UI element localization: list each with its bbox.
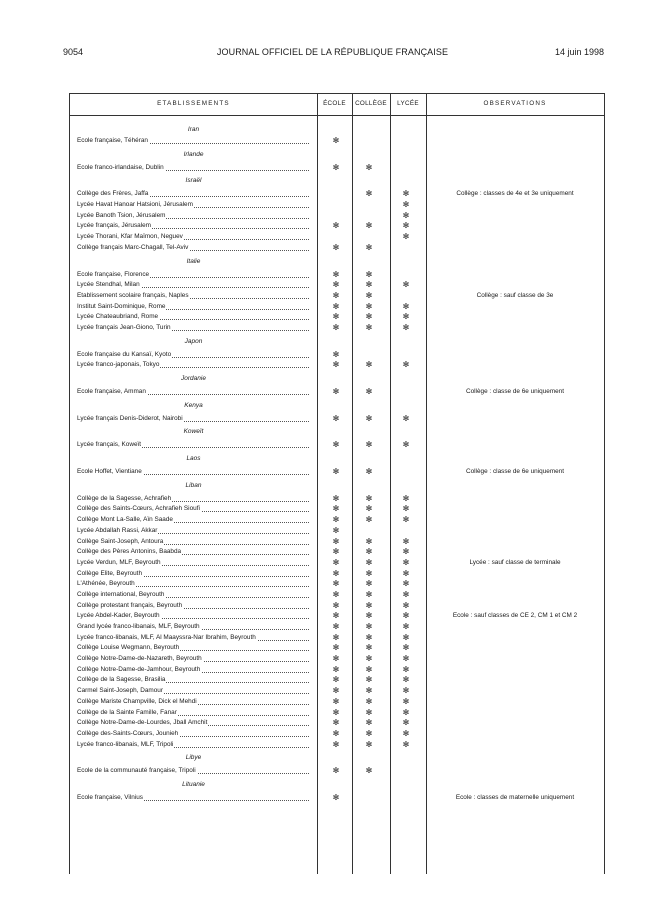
- ecole-mark: ✻: [332, 280, 340, 290]
- college-mark: ✻: [365, 312, 373, 322]
- country-heading: Italie: [186, 257, 201, 265]
- lycee-mark: ✻: [402, 189, 410, 199]
- table-row: [70, 280, 604, 291]
- ecole-mark: ✻: [332, 696, 340, 706]
- college-mark: ✻: [365, 589, 373, 599]
- school-name-cell: [77, 665, 309, 676]
- school-name: Collège Mont La-Salle, Aïn Saade: [77, 516, 173, 524]
- ecole-mark: ✻: [332, 557, 340, 567]
- school-name-cell: [77, 136, 309, 147]
- col-college: COLLÈGE: [355, 100, 387, 107]
- country-heading: Irlande: [183, 150, 204, 158]
- lycee-mark: ✻: [402, 557, 410, 567]
- table-row: [70, 291, 604, 302]
- school-name-cell: [77, 686, 309, 697]
- ecole-mark: ✻: [332, 467, 340, 477]
- school-name-cell: [77, 766, 309, 777]
- page-header: [0, 46, 665, 60]
- school-name: Collège Mariste Champville, Dick el Mehdi: [77, 697, 197, 705]
- school-name-cell: [77, 504, 309, 515]
- table-row: [70, 467, 604, 478]
- school-name: Etablissement scolaire français, Naples: [77, 291, 189, 299]
- college-mark: ✻: [365, 686, 373, 696]
- lycee-mark: ✻: [402, 675, 410, 685]
- college-mark: ✻: [365, 654, 373, 664]
- college-mark: ✻: [365, 493, 373, 503]
- school-name: Collège Louise Wegmann, Beyrouth: [77, 644, 180, 652]
- ecole-mark: ✻: [332, 675, 340, 685]
- table-row: [70, 221, 604, 232]
- table-row: [70, 350, 604, 361]
- school-name: Ecole franco-irlandaise, Dublin: [77, 163, 164, 171]
- college-mark: ✻: [365, 611, 373, 621]
- school-name-cell: [77, 270, 309, 281]
- college-mark: ✻: [365, 162, 373, 172]
- college-mark: ✻: [365, 322, 373, 332]
- school-name-cell: [77, 440, 309, 451]
- school-name: Collège Elite, Beyrouth: [77, 569, 143, 577]
- lycee-mark: ✻: [402, 611, 410, 621]
- school-name-cell: [77, 611, 309, 622]
- lycee-mark: ✻: [402, 696, 410, 706]
- school-name-cell: [77, 494, 309, 505]
- table-row: [70, 793, 604, 804]
- school-name-cell: [77, 221, 309, 232]
- table-row: [70, 718, 604, 729]
- school-name: Lycée Abdel-Kader, Beyrouth: [77, 612, 160, 620]
- college-mark: ✻: [365, 301, 373, 311]
- lycee-mark: ✻: [402, 360, 410, 370]
- school-name: Lycée Stendhal, Milan: [77, 281, 140, 289]
- ecole-mark: ✻: [332, 600, 340, 610]
- table-row: [70, 766, 604, 777]
- college-mark: ✻: [365, 632, 373, 642]
- ecole-mark: ✻: [332, 242, 340, 252]
- table-row: [70, 440, 604, 451]
- school-name: Collège Notre-Dame-de-Lourdes, Jball Amchit: [77, 719, 208, 727]
- table-row: [70, 611, 604, 622]
- school-name-cell: [77, 633, 309, 644]
- lycee-mark: ✻: [402, 664, 410, 674]
- lycee-mark: ✻: [402, 707, 410, 717]
- school-name-cell: [77, 243, 309, 254]
- college-mark: ✻: [365, 579, 373, 589]
- school-name: Lycée franco-libanais, MLF, Al Maayssra-Nar Ibrahim, Beyrouth: [77, 633, 256, 641]
- college-mark: ✻: [365, 440, 373, 450]
- school-name: Collège protestant français, Beyrouth: [77, 601, 183, 609]
- ecole-mark: ✻: [332, 579, 340, 589]
- school-name-cell: [77, 414, 309, 425]
- lycee-mark: ✻: [402, 547, 410, 557]
- school-name: Collège Saint-Joseph, Antoura: [77, 537, 164, 545]
- ecole-mark: ✻: [332, 136, 340, 145]
- ecole-mark: ✻: [332, 440, 340, 450]
- lycee-mark: ✻: [402, 440, 410, 450]
- ecole-mark: ✻: [332, 221, 340, 231]
- school-name: Ecole française, Vilnius: [77, 793, 143, 801]
- college-mark: ✻: [365, 739, 373, 749]
- table-row: [70, 360, 604, 371]
- school-name: Lycée français, Koweït: [77, 441, 142, 449]
- college-mark: ✻: [365, 269, 373, 279]
- school-name: Collège des Saints-Cœurs, Achrafieh Sioufi: [77, 505, 200, 513]
- school-name: Lycée Chateaubriand, Rome: [77, 313, 159, 321]
- table-row: [70, 387, 604, 398]
- lycee-mark: ✻: [402, 200, 410, 210]
- lycee-mark: ✻: [402, 221, 410, 231]
- lycee-mark: ✻: [402, 643, 410, 653]
- college-mark: ✻: [365, 675, 373, 685]
- table-body: [70, 124, 604, 804]
- observation: Collège : classes de 4e et 3e uniquement: [456, 190, 574, 198]
- table-row: [70, 697, 604, 708]
- ecole-mark: ✻: [332, 515, 340, 525]
- school-name-cell: [77, 579, 309, 590]
- school-name-cell: [77, 537, 309, 548]
- school-name: Collège des Pères Antonins, Baabda: [77, 548, 182, 556]
- col-lycee: LYCÉE: [397, 100, 419, 107]
- school-name-cell: [77, 740, 309, 751]
- school-name: Ecole française, Amman: [77, 388, 146, 395]
- observation: Collège : sauf classe de 3e: [476, 291, 554, 299]
- school-name: Ecole de la communauté française, Tripoli: [77, 767, 196, 775]
- college-mark: ✻: [365, 280, 373, 290]
- table-row: [70, 312, 604, 323]
- school-name-cell: [77, 569, 309, 580]
- school-name-cell: [77, 387, 309, 398]
- table-row: [70, 569, 604, 580]
- school-name-cell: [77, 526, 309, 537]
- ecole-mark: ✻: [332, 536, 340, 546]
- ecole-mark: ✻: [332, 632, 340, 642]
- table-row: [70, 243, 604, 254]
- school-name-cell: [77, 323, 309, 334]
- lycee-mark: ✻: [402, 301, 410, 311]
- table-header: [70, 94, 604, 116]
- lycee-mark: ✻: [402, 579, 410, 589]
- lycee-mark: ✻: [402, 686, 410, 696]
- lycee-mark: ✻: [402, 728, 410, 738]
- lycee-mark: ✻: [402, 504, 410, 514]
- college-mark: ✻: [365, 387, 373, 396]
- table-row: [70, 136, 604, 147]
- table-row: [70, 200, 604, 211]
- college-mark: ✻: [365, 643, 373, 653]
- ecole-mark: ✻: [332, 504, 340, 514]
- ecole-mark: ✻: [332, 413, 340, 423]
- lycee-mark: ✻: [402, 280, 410, 290]
- table-row: [70, 494, 604, 505]
- school-name: Lycée Banoth Tsion, Jérusalem: [77, 211, 166, 219]
- country-heading: Liban: [185, 481, 202, 489]
- college-mark: ✻: [365, 622, 373, 631]
- school-name: Collège Notre-Dame-de-Jamhour, Beyrouth: [77, 665, 201, 673]
- ecole-mark: ✻: [332, 792, 340, 802]
- lycee-mark: ✻: [402, 493, 410, 503]
- country-heading: Libye: [185, 754, 202, 762]
- school-name-cell: [77, 729, 309, 740]
- school-name-cell: [77, 590, 309, 601]
- table-row: [70, 414, 604, 425]
- lycee-mark: ✻: [402, 568, 410, 578]
- ecole-mark: ✻: [332, 387, 340, 396]
- lycee-mark: ✻: [402, 322, 410, 332]
- college-mark: ✻: [365, 467, 373, 477]
- school-name: Collège français Marc-Chagall, Tel-Aviv: [77, 243, 189, 251]
- college-mark: ✻: [365, 221, 373, 231]
- school-name: Collège de la Sagesse, Achrafieh: [77, 494, 172, 502]
- college-mark: ✻: [365, 515, 373, 525]
- college-mark: ✻: [365, 504, 373, 514]
- table-row: [70, 547, 604, 558]
- table-row: [70, 665, 604, 676]
- journal-title: JOURNAL OFFICIEL DE LA RÉPUBLIQUE FRANÇAISE: [216, 47, 449, 57]
- country-heading: Lituanie: [182, 780, 205, 788]
- table-row: [70, 302, 604, 313]
- table-row: [70, 515, 604, 526]
- college-mark: ✻: [365, 189, 373, 199]
- ecole-mark: ✻: [332, 322, 340, 332]
- country-heading: Laos: [186, 455, 201, 463]
- school-name: Ecole française, Téhéran: [77, 137, 148, 144]
- ecole-mark: ✻: [332, 686, 340, 696]
- observation: Lycée : sauf classe de terminale: [469, 558, 561, 566]
- school-name-cell: [77, 467, 309, 478]
- ecole-mark: ✻: [332, 301, 340, 311]
- school-name: Ecole française, Florence: [77, 270, 150, 278]
- school-name-cell: [77, 601, 309, 612]
- school-name: Lycée Verdun, MLF, Beyrouth: [77, 558, 161, 566]
- school-name: Lycée français Denis-Diderot, Nairobi: [77, 414, 183, 422]
- table-row: [70, 708, 604, 719]
- school-name-cell: [77, 200, 309, 211]
- table-row: [70, 189, 604, 200]
- college-mark: ✻: [365, 242, 373, 252]
- college-mark: ✻: [365, 664, 373, 674]
- table-row: [70, 211, 604, 222]
- school-name-cell: [77, 793, 309, 804]
- school-name-cell: [77, 515, 309, 526]
- table-row: [70, 675, 604, 686]
- school-name: Grand lycée franco-libanais, MLF, Beyrouth: [77, 623, 200, 630]
- school-name-cell: [77, 189, 309, 200]
- table-row: [70, 323, 604, 334]
- school-name-cell: [77, 312, 309, 323]
- school-name: Institut Saint-Dominique, Rome: [77, 302, 166, 310]
- ecole-mark: ✻: [332, 643, 340, 653]
- school-name-cell: [77, 302, 309, 313]
- country-heading: Israël: [185, 177, 202, 185]
- ecole-mark: ✻: [332, 493, 340, 503]
- table-row: [70, 504, 604, 515]
- school-name-cell: [77, 622, 309, 633]
- lycee-mark: ✻: [402, 232, 410, 242]
- school-name-cell: [77, 280, 309, 291]
- table-row: [70, 526, 604, 537]
- ecole-mark: ✻: [332, 707, 340, 717]
- college-mark: ✻: [365, 766, 373, 776]
- school-name: Ecole française du Kansaï, Kyoto: [77, 350, 172, 358]
- school-name: Lycée Havat Hanoar Hatsioni, Jérusalem: [77, 201, 193, 209]
- school-name-cell: [77, 697, 309, 708]
- table-row: [70, 654, 604, 665]
- ecole-mark: ✻: [332, 312, 340, 322]
- table-row: [70, 686, 604, 697]
- ecole-mark: ✻: [332, 568, 340, 578]
- lycee-mark: ✻: [402, 413, 410, 423]
- school-name: Lycée Abdallah Rassi, Akkar: [77, 526, 158, 534]
- school-name-cell: [77, 163, 309, 174]
- ecole-mark: ✻: [332, 728, 340, 738]
- school-name: Collège international, Beyrouth: [77, 590, 165, 598]
- college-mark: ✻: [365, 568, 373, 578]
- school-name-cell: [77, 718, 309, 729]
- table-row: [70, 729, 604, 740]
- lycee-mark: ✻: [402, 589, 410, 599]
- ecole-mark: ✻: [332, 611, 340, 621]
- observation: Ecole : sauf classes de CE 2, CM 1 et CM 2: [452, 612, 578, 620]
- lycee-mark: ✻: [402, 654, 410, 664]
- college-mark: ✻: [365, 718, 373, 728]
- school-name-cell: [77, 547, 309, 558]
- school-name-cell: [77, 558, 309, 569]
- table-row: [70, 558, 604, 569]
- college-mark: ✻: [365, 707, 373, 717]
- country-heading: Japon: [184, 337, 203, 345]
- observation: Collège : classe de 6e uniquement: [465, 388, 565, 395]
- ecole-mark: ✻: [332, 589, 340, 599]
- college-mark: ✻: [365, 290, 373, 300]
- school-name: Lycée franco-libanais, MLF, Tripoli: [77, 740, 174, 748]
- school-name: Collège de la Sagesse, Brasilia: [77, 676, 166, 684]
- ecole-mark: ✻: [332, 739, 340, 749]
- col-etablissements: ETABLISSEMENTS: [157, 100, 230, 107]
- school-name: Collège des Frères, Jaffa: [77, 190, 149, 198]
- table-row: [70, 633, 604, 644]
- lycee-mark: ✻: [402, 536, 410, 546]
- table-row: [70, 740, 604, 751]
- school-name-cell: [77, 643, 309, 654]
- college-mark: ✻: [365, 728, 373, 738]
- table-row: [70, 622, 604, 633]
- college-mark: ✻: [365, 360, 373, 370]
- lycee-mark: ✻: [402, 515, 410, 525]
- lycee-mark: ✻: [402, 600, 410, 610]
- school-name-cell: [77, 675, 309, 686]
- school-name: L'Athénée, Beyrouth: [77, 580, 135, 588]
- school-name: Collège des-Saints-Cœurs, Jounieh: [77, 729, 179, 737]
- table-row: [70, 579, 604, 590]
- ecole-mark: ✻: [332, 622, 340, 631]
- college-mark: ✻: [365, 600, 373, 610]
- school-name: Lycée Thorani, Kfar Maïmon, Neguev: [77, 233, 183, 241]
- school-name: Lycée franco-japonais, Tokyo: [77, 361, 160, 369]
- lycee-mark: ✻: [402, 718, 410, 728]
- issue-date: 14 juin 1998: [554, 47, 604, 57]
- lycee-mark: ✻: [402, 632, 410, 642]
- ecole-mark: ✻: [332, 290, 340, 300]
- lycee-mark: ✻: [402, 312, 410, 322]
- schools-table: [69, 93, 605, 874]
- country-heading: Kenya: [184, 401, 203, 409]
- lycee-mark: ✻: [402, 622, 410, 631]
- ecole-mark: ✻: [332, 360, 340, 370]
- table-row: [70, 270, 604, 281]
- table-row: [70, 590, 604, 601]
- ecole-mark: ✻: [332, 766, 340, 776]
- school-name: Lycée français, Jérusalem: [77, 222, 151, 230]
- page-number: 9054: [63, 47, 84, 57]
- table-row: [70, 643, 604, 654]
- school-name: Carmel Saint-Joseph, Damour: [77, 687, 163, 695]
- school-name: Collège Notre-Dame-de-Nazareth, Beyrouth: [77, 655, 202, 663]
- lycee-mark: ✻: [402, 210, 410, 220]
- ecole-mark: ✻: [332, 654, 340, 664]
- col-ecole: ÉCOLE: [323, 100, 346, 107]
- table-row: [70, 601, 604, 612]
- ecole-mark: ✻: [332, 349, 340, 359]
- ecole-mark: ✻: [332, 547, 340, 557]
- school-name: Collège de la Sainte Famille, Fanar: [77, 708, 177, 716]
- school-name-cell: [77, 350, 309, 361]
- table-row: [70, 163, 604, 174]
- country-heading: Iran: [187, 126, 200, 133]
- ecole-mark: ✻: [332, 162, 340, 172]
- country-heading: Koweït: [183, 428, 204, 436]
- table-row: [70, 232, 604, 243]
- college-mark: ✻: [365, 413, 373, 423]
- country-heading: Jordanie: [181, 375, 206, 382]
- school-name-cell: [77, 291, 309, 302]
- school-name-cell: [77, 708, 309, 719]
- school-name-cell: [77, 654, 309, 665]
- college-mark: ✻: [365, 536, 373, 546]
- school-name: Lycée français Jean-Giono, Turin: [77, 323, 171, 331]
- school-name: Ecole Hoffet, Vientiane: [77, 468, 142, 476]
- school-name-cell: [77, 232, 309, 243]
- ecole-mark: ✻: [332, 525, 340, 535]
- ecole-mark: ✻: [332, 664, 340, 674]
- ecole-mark: ✻: [332, 718, 340, 728]
- lycee-mark: ✻: [402, 739, 410, 749]
- school-name-cell: [77, 360, 309, 371]
- col-observations: OBSERVATIONS: [483, 100, 547, 107]
- table-row: [70, 537, 604, 548]
- college-mark: ✻: [365, 696, 373, 706]
- observation: Ecole : classes de maternelle uniquement: [455, 793, 575, 801]
- college-mark: ✻: [365, 547, 373, 557]
- observation: Collège : classe de 6e uniquement: [465, 468, 565, 476]
- school-name-cell: [77, 211, 309, 222]
- college-mark: ✻: [365, 557, 373, 567]
- ecole-mark: ✻: [332, 269, 340, 279]
